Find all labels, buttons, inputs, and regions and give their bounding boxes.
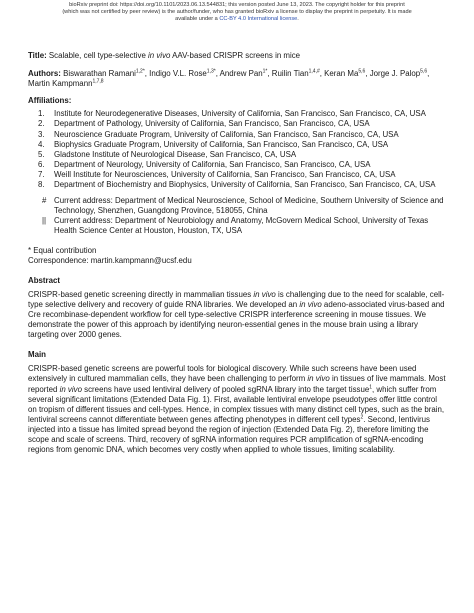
affiliation-item: 4. Biophysics Graduate Program, University of California, San Francisco, San Francisco, CA, USA (38, 139, 389, 149)
author-name: Jorge J. Palop (369, 69, 421, 79)
affiliation-list (28, 109, 448, 190)
title-label: Title: (28, 51, 47, 60)
author-name: Andrew Pan (219, 69, 263, 79)
paper-title: Title: Scalable, cell type-selective in vivo AAV-based CRISPR screens in mice (28, 51, 301, 60)
affiliation-item: 1. Institute for Neurodegenerative Diseases, University of California, San Francisco, San Francisco, CA, USA (38, 109, 426, 119)
authors-label: Authors: (28, 69, 61, 79)
affiliation-item: 3. Neuroscience Graduate Program, University of California, San Francisco, San Francisco, CA, USA (38, 129, 399, 139)
license-link[interactable]: CC-BY 4.0 International license (219, 16, 298, 22)
affiliation-item: 6. Department of Neurology, University of California, San Francisco, San Francisco, CA, USA (38, 159, 371, 169)
affiliation-item: 5. Gladstone Institute of Neurological Disease, San Francisco, CA, USA (38, 149, 297, 159)
author-name: Ruilin Tian (271, 69, 309, 79)
affiliation-item: 2. Department of Pathology, University of California, San Francisco, San Francisco, CA, USA (38, 119, 370, 129)
header-line-3 (0, 16, 474, 23)
header-line-2: (which was not certified by peer review) is the author/funder, who has granted bioRxiv a license to display the preprint in perpetuity. It is made (62, 9, 412, 15)
header-line-3-suffix: . (297, 16, 299, 22)
correspondence-line: Correspondence: martin.kampmann@ucsf.edu (28, 255, 192, 265)
author-name: Indigo V.L. Rose (149, 69, 207, 79)
contribution-correspondence (28, 246, 448, 266)
main-heading: Main (28, 350, 46, 360)
author-name: Biswarathan Ramani (60, 69, 136, 79)
author-name: Martin Kampmann (28, 79, 93, 89)
affiliations-heading: Affiliations: (28, 96, 72, 106)
header-line-3-prefix: available under a (175, 16, 218, 22)
preprint-header (0, 2, 474, 23)
affiliation-item: 8. Department of Biochemistry and Biophysics, University of California, San Francisco, San Francisco, CA, USA (38, 180, 436, 190)
abstract-text: CRISPR-based genetic screening directly in mammalian tissues in vivo is challenging due to the need for scalable, cell-type selective delivery and recovery of guide RNA libraries. We developed an in vivo adeno-associated virus-based and Cre recombinase-dependent workflow for cell type-selective CRISPR interference screening in mouse tissues. We demonstrate the power of this approach by identifying neuron-essential genes in the mouse brain using a library targeting over 2000 genes. (28, 289, 445, 340)
author-list: Authors: Biswarathan Ramani$^{1,2*}$, Indigo V.L. Rose$^{1,3*}$, Andrew Pan$^{1*}$, Ruilin Tian$^{1,4,\#}$, Keran Ma$^{5,6}$, Jorge J. Palop$^{5,6}$, Martin Kampmann$^{1,7,8}$ (28, 68, 430, 89)
abstract-heading: Abstract (28, 275, 61, 285)
header-line-1: bioRxiv preprint doi: https://doi.org/10.1101/2023.06.13.544831; this version posted June 13, 2023. The copyright holder for this preprint (69, 2, 405, 8)
equal-contribution-note: * Equal contribution (28, 245, 97, 255)
paper-body (28, 51, 448, 455)
author-name: Keran Ma (324, 69, 359, 79)
main-text: CRISPR-based genetic screens are powerful tools for biological discovery. While such screens have been used extensively in cultured mammalian cells, they have been challenging to perform in vivo in tissues of live mammals. Most reported in vivo screens have used lentiviral delivery of pooled sgRNA library into the target tissue$^1$, which suffer from several significant limitations (Extended Data Fig. 1). First, available lentiviral envelope pseudotypes offer little control on tropism of different tissues and cell-types. Hence, in complex tissues with many distinct cell types, such as the brain, lentiviral screens cannot differentiate between genes affecting phenotypes in different cell types$^2$. Second, lentivirus injected into a tissue has limited spread beyond the region of injection (Extended Data Fig. 2), therefore limiting the scope and scale of screens. Third, recovery of sgRNA information requires PCR amplification of sgRNA-encoding regions from genomic DNA, which becomes very costly when applied to whole tissues, limiting scalability. (28, 364, 446, 455)
affiliation-item: 7. Weill Institute for Neurosciences, University of California, San Francisco, San Francisco, CA, USA (38, 169, 396, 179)
address-note: # Current address: Department of Medical Neuroscience, School of Medicine, Southern University of Science and Technology, Shenzhen, Guangdong Province, 518055, China (42, 196, 444, 216)
address-note: || Current address: Department of Neurobiology and Anatomy, McGovern Medical School, University of Texas Health Science Center at Houston, Houston, TX, USA (42, 216, 429, 236)
current-address-notes (28, 196, 448, 236)
